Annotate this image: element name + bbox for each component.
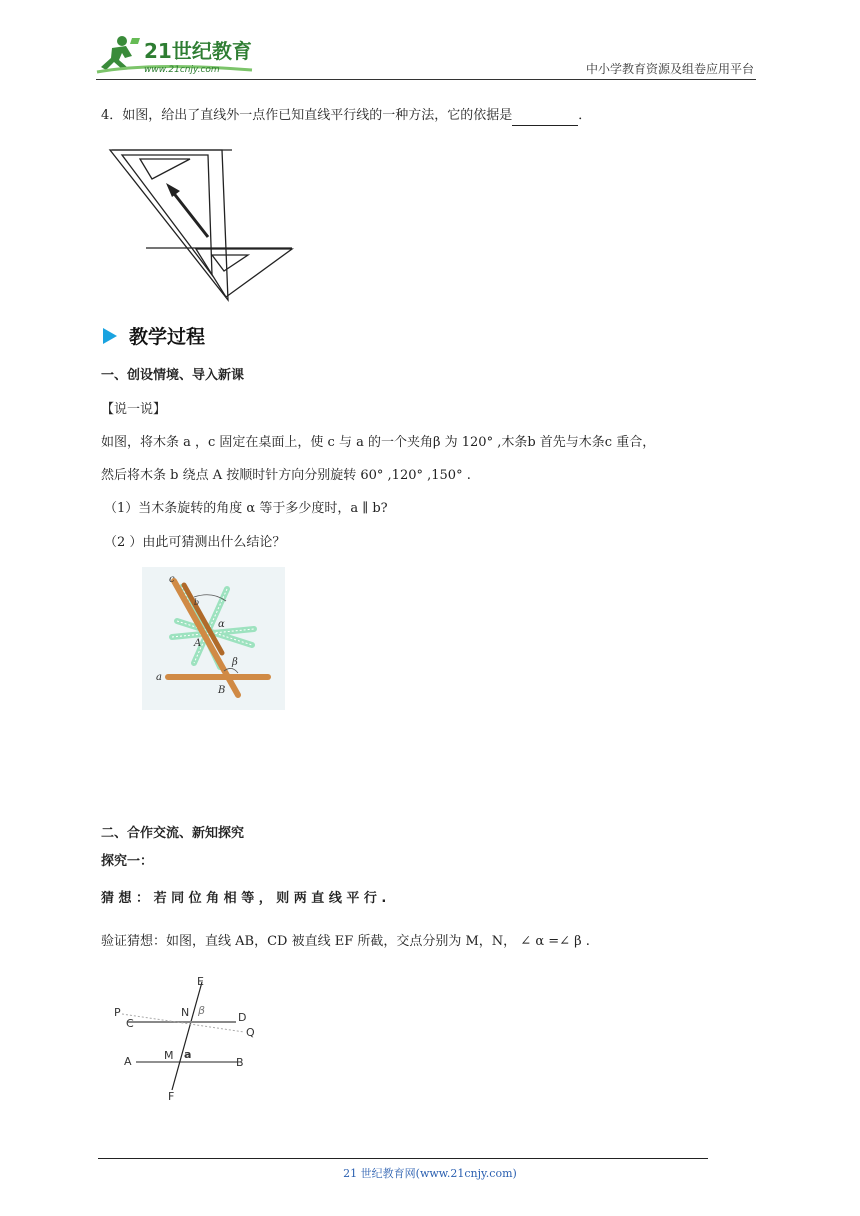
site-logo [92,32,262,78]
question-number: 4． [101,108,123,123]
label-beta: β [198,1004,206,1017]
label-alpha: α [218,619,225,630]
label-a: a [156,672,162,683]
part2-heading: 二、合作交流、新知探究 [101,826,245,841]
label-N: N [181,1006,190,1019]
svg-text:www.21cnjy.com: www.21cnjy.com [144,65,220,75]
label-c: c [169,574,175,585]
svg-text:21世纪教育: 21世纪教育 [144,39,252,63]
part1-tag: 【说一说】 [101,402,167,417]
section-marker-icon [103,328,117,344]
label-E: E [197,975,204,988]
question-end: ． [578,108,592,123]
part1-question-2: （2 ）由此可猜测出什么结论？ [104,535,286,550]
label-b: b [194,598,200,607]
set-square-figure [100,145,300,303]
verify-text: 验证猜想：如图，直线 AB，CD 被直线 EF 所截，交点分别为 M，N， ∠ α =∠ β . [101,934,590,949]
label-M: M [164,1049,174,1062]
header-divider [96,79,756,80]
footer-link[interactable]: 21 世纪教育网(www.21cnjy.com) [343,1167,517,1180]
section-title: 教学过程 [129,326,206,348]
part1-question-1: （1）当木条旋转的角度 α 等于多少度时，a ∥ b? [104,501,388,516]
conjecture-text: 猜 想 ： 若 同 位 角 相 等 ， 则 两 直 线 平 行 . [101,891,387,906]
label-D: D [238,1011,247,1024]
transversal-figure [108,970,278,1102]
part1-heading: 一、创设情境、导入新课 [101,368,245,383]
label-C: C [126,1017,134,1030]
answer-blank [512,111,578,126]
label-A: A [124,1055,132,1068]
header-platform-text: 中小学教育资源及组卷应用平台 [585,62,754,76]
label-A: A [194,638,202,649]
label-Q: Q [246,1026,255,1039]
explore-1-label: 探究一： [101,854,154,869]
footer-divider [98,1158,708,1159]
part1-paragraph-2: 然后将木条 b 绕点 A 按顺时针方向分别旋转 60° ,120° ,150° . [101,468,471,483]
question-text: 如图，给出了直线外一点作已知直线平行线的一种方法，它的依据是 [122,108,513,123]
wood-sticks-figure [142,567,285,710]
label-B: B [218,685,226,696]
label-F: F [168,1090,175,1102]
label-P: P [114,1006,121,1019]
label-B: B [236,1056,244,1069]
question-4 [101,106,591,126]
label-beta: β [232,657,238,668]
label-alpha: a [184,1048,192,1061]
part1-paragraph-1: 如图，将木条 a ，c 固定在桌面上，使 c 与 a 的一个夹角β 为 120° ,木条b 首先与木条c 重合， [101,435,656,450]
